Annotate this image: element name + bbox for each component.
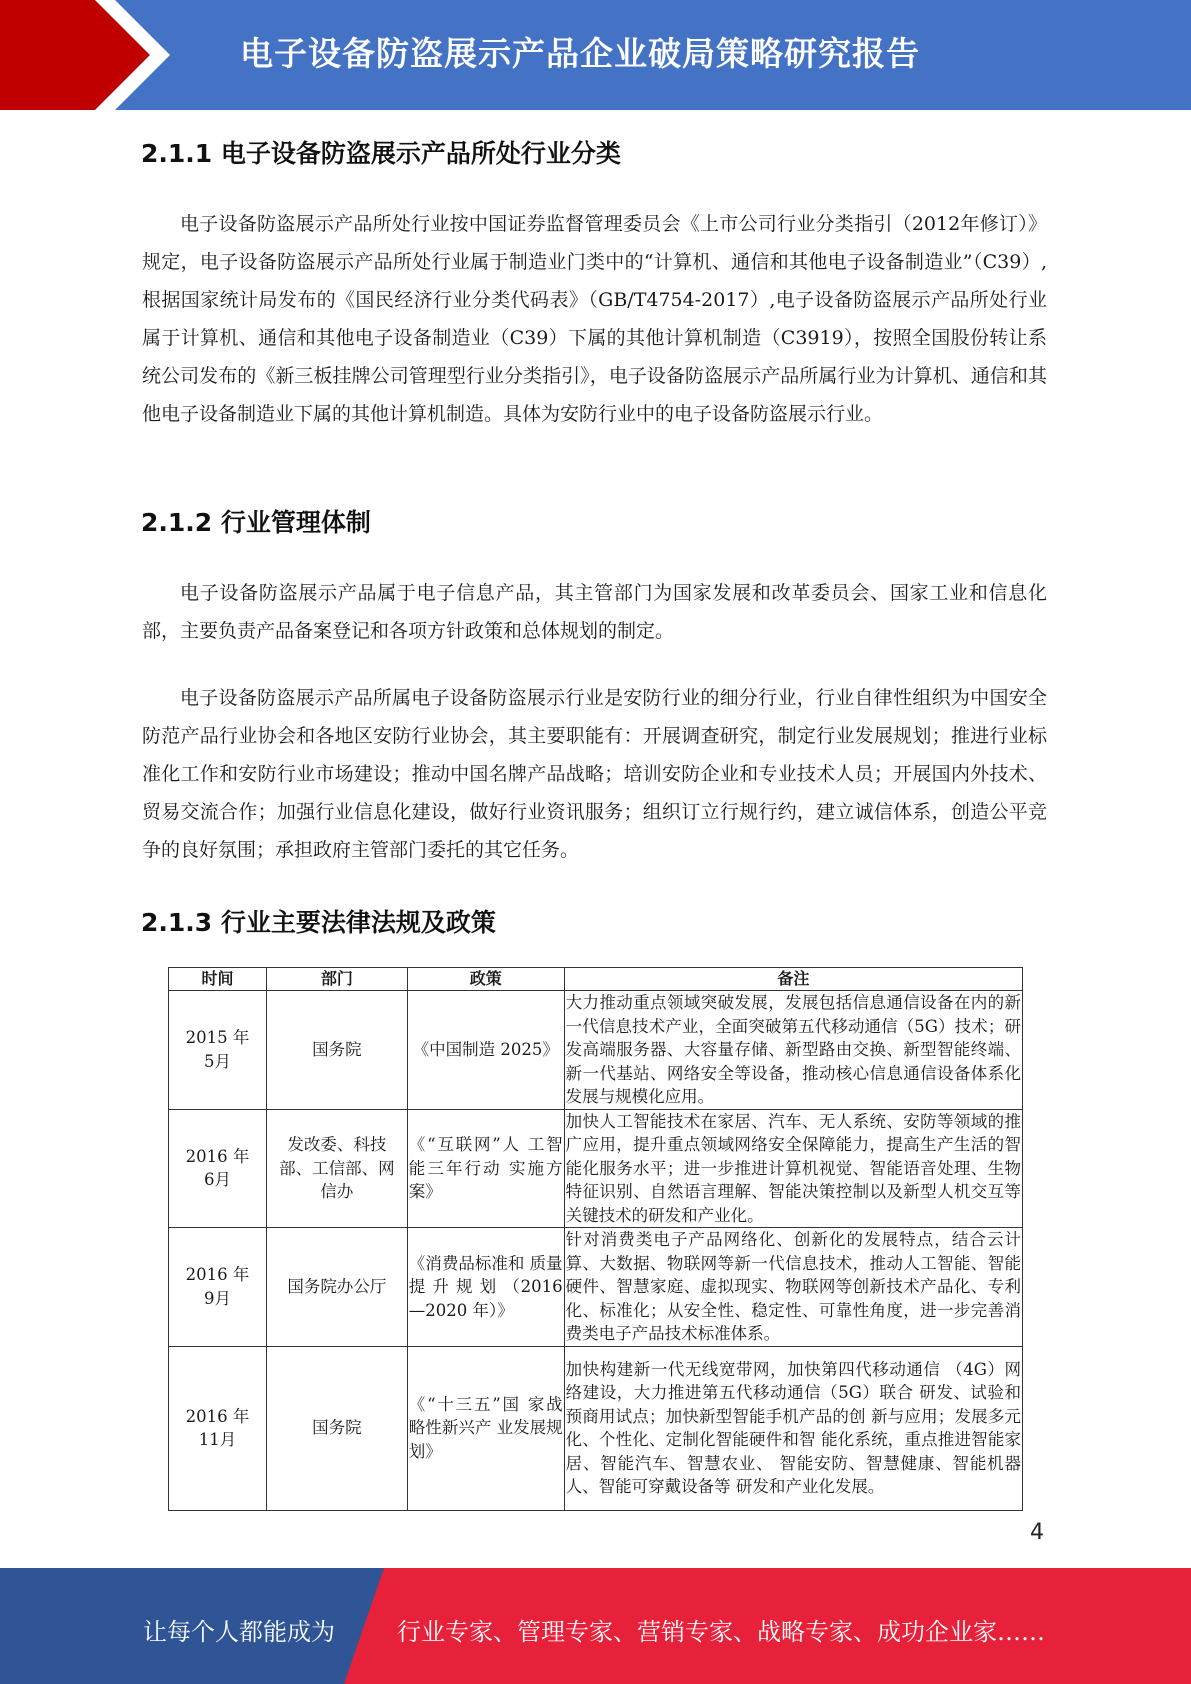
cell-department: 国务院 [266,1346,407,1510]
cell-time: 2015 年 5月 [169,991,267,1110]
header-department: 部门 [266,968,407,991]
cell-policy: 《“十三五”国 家战略性新兴产 业发展规划》 [407,1346,564,1510]
table-row [169,991,1023,1110]
cell-time: 2016 年 11月 [169,1346,267,1510]
paragraph-industry-classification: 电子设备防盗展示产品所处行业按中国证券监督管理委员会《上市公司行业分类指引（2012年修订）》规定，电子设备防盗展示产品所处行业属于制造业门类中的“计算机、通信和其他电子设备制造业”（C39）,根据国家统计局发布的《国民经济行业分类代码表》（GB/T4754-2017）,电子设备防盗展示产品所处行业属于计算机、通信和其他电子设备制造业（C39）下属的其他计算机制造（C3919），按照全国股份转让系统公司发布的《新三板挂牌公司管理型行业分类指引》，电子设备防盗展示产品所属行业为计算机、通信和其他电子设备制造业下属的其他计算机制造。具体为安防行业中的电子设备防盗展示行业。 [142,213,1047,425]
page-number: 4 [1030,1520,1044,1545]
cell-policy: 《“互联网”人 工智能三年行动 实施方案》 [407,1109,564,1228]
section-heading-2-1-3: 2.1.3 行业主要法律法规及政策 [141,908,496,937]
cell-department: 发改委、科技部、工信部、网信办 [266,1109,407,1228]
paragraph-management-1: 电子设备防盗展示产品属于电子信息产品，其主管部门为国家发展和改革委员会、国家工业和信息化部，主要负责产品备案登记和各项方针政策和总体规划的制定。 [142,582,1047,642]
table-row [169,1109,1023,1228]
section-heading-2-1-1: 2.1.1 电子设备防盗展示产品所处行业分类 [141,139,621,168]
cell-note: 大力推动重点领域突破发展，发展包括信息通信设备在内的新一代信息技术产业，全面突破第五代移动通信（5G）技术；研发高端服务器、大容量存储、新型路由交换、新型智能终端、新一代基站、网络安全等设备，推动核心信息通信设备体系化发展与规模化应用。 [564,991,1022,1110]
page-header [0,0,1191,110]
cell-note: 针对消费类电子产品网络化、创新化的发展特点，结合云计算、大数据、物联网等新一代信息技术，推动人工智能、智能硬件、智慧家庭、虚拟现实、物联网等创新技术产品化、专利化、标准化；从安全性、稳定性、可靠性角度，进一步完善消费类电子产品技术标准体系。 [564,1228,1022,1347]
cell-department: 国务院办公厅 [266,1228,407,1347]
paragraph-management-2: 电子设备防盗展示产品所属电子设备防盗展示行业是安防行业的细分行业，行业自律性组织为中国安全防范产品行业协会和各地区安防行业协会，其主要职能有：开展调查研究，制定行业发展规划；推进行业标准化工作和安防行业市场建设；推动中国名牌产品战略；培训安防企业和专业技术人员；开展国内外技术、贸易交流合作；加强行业信息化建设，做好行业资讯服务；组织订立行规行约，建立诚信体系，创造公平竞争的良好氛围；承担政府主管部门委托的其它任务。 [142,687,1047,861]
cell-time: 2016 年 9月 [169,1228,267,1347]
table-row [169,1346,1023,1510]
cell-policy: 《消费品标准和 质量 提 升 规 划 （2016—2020 年）》 [407,1228,564,1347]
cell-note: 加快人工智能技术在家居、汽车、无人系统、安防等领域的推广应用，提升重点领域网络安全保障能力，提高生产生活的智能化服务水平；进一步推进计算机视觉、智能语音处理、生物特征识别、自然语言理解、智能决策控制以及新型人机交互等关键技术的研发和产业化。 [564,1109,1022,1228]
section-heading-2-1-2: 2.1.2 行业管理体制 [141,508,371,537]
header-time: 时间 [169,968,267,991]
header-note: 备注 [564,968,1022,991]
table-row [169,1228,1023,1347]
report-title: 电子设备防盗展示产品企业破局策略研究报告 [240,34,920,73]
cell-time: 2016 年 6月 [169,1109,267,1228]
footer-slogan-left: 让每个人都能成为 [143,1618,335,1646]
cell-policy: 《中国制造 2025》 [407,991,564,1110]
page-footer [0,1568,1191,1684]
policy-table [168,967,1023,1511]
footer-slogan-right: 行业专家、管理专家、营销专家、战略专家、成功企业家…… [397,1618,1045,1646]
cell-department: 国务院 [266,991,407,1110]
cell-note: 加快构建新一代无线宽带网，加快第四代移动通信 （4G）网络建设，大力推进第五代移动通信（5G）联合 研发、试验和预商用试点；加快新型智能手机产品的创 新与应用；发展多元化、个性化、定制化智能硬件和智 能化系统，重点推进智能家居、智能汽车、智慧农业、 智能安防、智慧健康、智能机器人、智能可穿戴设备等 研发和产业化发展。 [564,1346,1022,1510]
header-policy: 政策 [407,968,564,991]
table-header-row [169,968,1023,991]
